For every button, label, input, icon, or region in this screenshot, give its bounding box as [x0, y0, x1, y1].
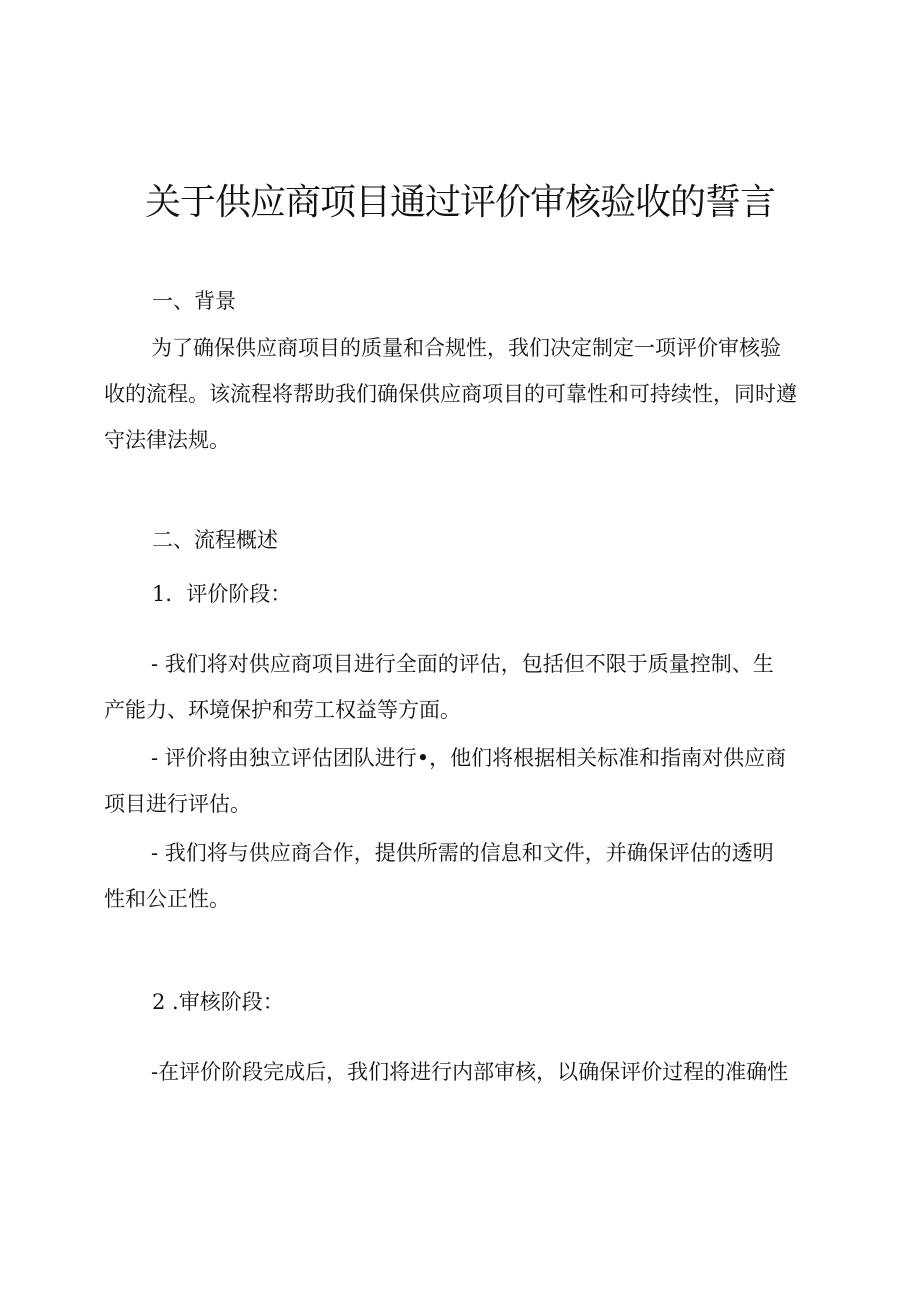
step-heading-evaluation: 1．评价阶段：: [152, 582, 292, 606]
background-line-1: 为了确保供应商项目的质量和合规性，我们决定制定一项评价审核验: [151, 336, 781, 360]
evaluation-item-3: [104, 830, 824, 922]
section-heading-process-overview: 二、流程概述: [152, 528, 278, 552]
step-heading-review: 2 .审核阶段：: [152, 990, 284, 1014]
evaluation-item-2-line-1: - 评价将由独立评估团队进行•，他们将根据相关标准和指南对供应商: [151, 746, 787, 770]
evaluation-item-2: [104, 735, 824, 827]
review-item-1: [104, 1049, 824, 1095]
evaluation-item-1-line-1: - 我们将对供应商项目进行全面的评估，包括但不限于质量控制、生: [151, 652, 774, 676]
review-item-1-line-1: -在评价阶段完成后，我们将进行内部审核，以确保评价过程的准确性: [151, 1060, 789, 1084]
document-title: 关于供应商项目通过评价审核验收的誓言: [144, 182, 775, 223]
section-heading-background: 一、背景: [152, 289, 236, 313]
background-line-3: 守法律法规。: [104, 428, 230, 452]
evaluation-item-1-line-2: 产能力、环境保护和劳工权益等方面。: [104, 698, 461, 722]
evaluation-item-3-line-2: 性和公正性。: [104, 887, 230, 911]
evaluation-item-2-line-2: 项目进行评估。: [104, 792, 251, 816]
background-line-2: 收的流程。该流程将帮助我们确保供应商项目的可靠性和可持续性，同时遵: [104, 382, 797, 406]
evaluation-item-3-line-1: - 我们将与供应商合作，提供所需的信息和文件，并确保评估的透明: [151, 841, 774, 865]
evaluation-item-1: [104, 641, 824, 733]
background-paragraph: [104, 325, 824, 463]
